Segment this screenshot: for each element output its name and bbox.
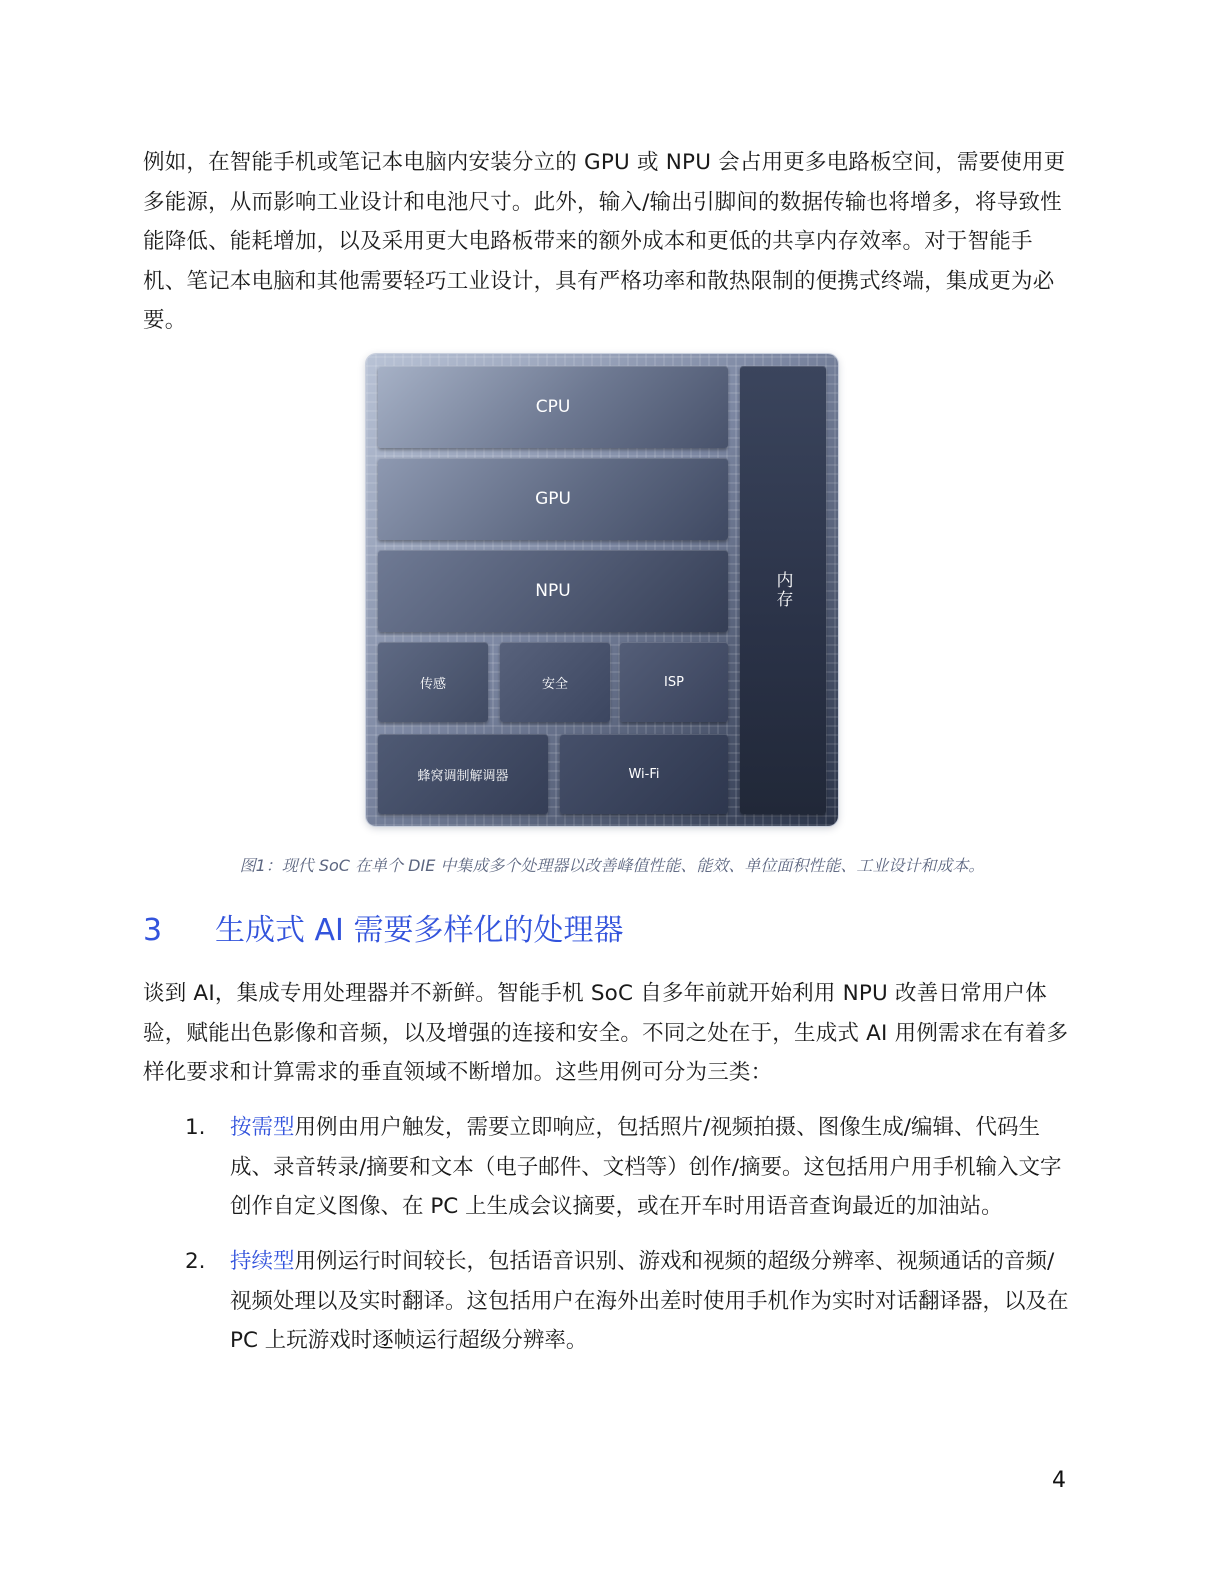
security-block bbox=[500, 642, 610, 722]
npu-label: NPU bbox=[535, 581, 571, 601]
soc-diagram bbox=[366, 354, 838, 826]
memory-label: 内存 bbox=[772, 571, 793, 609]
intro-paragraph: 例如，在智能手机或笔记本电脑内安装分立的 GPU 或 NPU 会占用更多电路板空间，需要使用更多能源，从而影响工业设计和电池尺寸。此外，输入/输出引脚间的数据传输也将增多，将导致性能降低、能耗增加，以及采用更大电路板带来的额外成本和更低的共享内存效率。对于智能手机、笔记本电脑和其他需要轻巧工业设计，具有严格功率和散热限制的便携式终端，集成更为必要。 bbox=[143, 150, 1066, 333]
list-item-text bbox=[230, 1108, 1073, 1227]
page-number: 4 bbox=[1052, 1468, 1066, 1493]
memory-block bbox=[740, 366, 826, 814]
wifi-block bbox=[560, 734, 728, 814]
list-item-number: 1. bbox=[185, 1115, 206, 1140]
cpu-label: CPU bbox=[535, 397, 571, 417]
gpu-block bbox=[378, 458, 728, 540]
list-item bbox=[143, 1242, 1073, 1361]
security-label: 安全 bbox=[541, 676, 568, 692]
isp-block bbox=[620, 642, 728, 722]
list-item-term: 持续型 bbox=[230, 1249, 295, 1274]
gpu-label: GPU bbox=[535, 489, 571, 509]
list-item-text bbox=[230, 1242, 1073, 1361]
modem-label: 蜂窝调制解调器 bbox=[417, 768, 509, 784]
modem-block bbox=[378, 734, 548, 814]
list-item-number: 2. bbox=[185, 1249, 206, 1274]
section-heading bbox=[143, 906, 623, 956]
section-title: 生成式 AI 需要多样化的处理器 bbox=[215, 913, 624, 948]
list-item-body: 用例运行时间较长，包括语音识别、游戏和视频的超级分辨率、视频通话的音频/视频处理以及实时翻译。这包括用户在海外出差时使用手机作为实时对话翻译器，以及在 PC 上玩游戏时逐帧运行超级分辨率。 bbox=[230, 1249, 1069, 1353]
cpu-block bbox=[378, 366, 728, 448]
body-paragraph: 谈到 AI，集成专用处理器并不新鲜。智能手机 SoC 自多年前就开始利用 NPU 改善日常用户体验，赋能出色影像和音频，以及增强的连接和安全。不同之处在于，生成式 AI 用例需求在有着多样化要求和计算需求的垂直领域不断增加。这些用例可分为三类： bbox=[143, 981, 1069, 1085]
figure-caption: 图1：现代 SoC 在单个 DIE 中集成多个处理器以改善峰值性能、能效、单位面积性能、工业设计和成本。 bbox=[239, 856, 985, 875]
npu-block bbox=[378, 550, 728, 632]
list-item-term: 按需型 bbox=[230, 1115, 295, 1140]
isp-label: ISP bbox=[664, 674, 684, 690]
section-number: 3 bbox=[143, 913, 163, 948]
list-item-body: 用例由用户触发，需要立即响应，包括照片/视频拍摄、图像生成/编辑、代码生成、录音转录/摘要和文本（电子邮件、文档等）创作/摘要。这包括用户用手机输入文字创作自定义图像、在 PC 上生成会议摘要，或在开车时用语音查询最近的加油站。 bbox=[230, 1115, 1062, 1219]
sensing-block bbox=[378, 642, 488, 722]
wifi-label: Wi-Fi bbox=[628, 766, 660, 782]
list-item bbox=[143, 1108, 1073, 1227]
sensing-label: 传感 bbox=[419, 676, 446, 692]
